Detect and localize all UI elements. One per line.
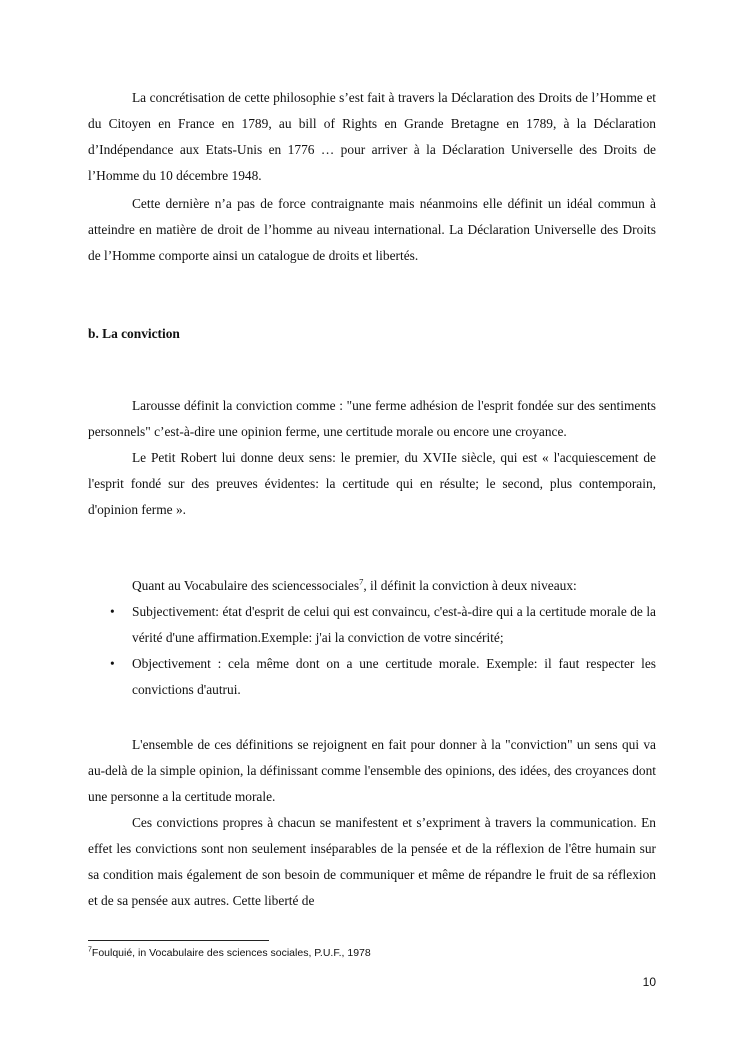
- paragraph-declaration-universelle: Cette dernière n’a pas de force contraignante mais néanmoins elle définit un idéal commun à atteindre en matière de droit de l’homme au niveau international. La Déclaration Universelle des Droits de l’Homme comporte ainsi un catalogue de droits et libertés.: [88, 196, 656, 263]
- paragraph-larousse: Larousse définit la conviction comme : "une ferme adhésion de l'esprit fondée sur des sentiments personnels" c’est-à-dire une opinion ferme, une certitude morale ou encore une croyance.: [88, 398, 656, 439]
- bullet-icon: •: [110, 656, 115, 671]
- body-text-block-4: [88, 732, 656, 914]
- list-item-text: Objectivement : cela même dont on a une certitude morale. Exemple: il faut respecter les convictions d'autrui.: [132, 656, 656, 697]
- vocabulaire-text-before: Quant au Vocabulaire des sciencessociales: [132, 578, 360, 593]
- section-heading: b. La conviction: [88, 326, 180, 341]
- bullet-icon: •: [110, 604, 115, 619]
- list-item: [110, 599, 656, 651]
- footnote-divider: [88, 940, 269, 941]
- paragraph-communication: Ces convictions propres à chacun se manifestent et s’expriment à travers la communication. En effet les convictions sont non seulement inséparables de la pensée et de la réflexion de l'être humain sur sa condition mais également de son besoin de communiquer et même de répandre le fruit de sa réflexion et de sa pensée aux autres. Cette liberté de: [88, 815, 656, 908]
- footnote-number: 7: [88, 946, 92, 954]
- list-item: [110, 651, 656, 703]
- paragraph-vocabulaire: [88, 573, 656, 599]
- footnote-reference: 7: [359, 576, 364, 587]
- list-item-text: Subjectivement: état d'esprit de celui qui est convaincu, c'est-à-dire qui a la certitude morale de la vérité d'une affirmation.Exemple: j'ai la conviction de votre sincérité;: [132, 604, 656, 645]
- body-text-block-1: [88, 85, 656, 269]
- vocabulaire-text-after: , il définit la conviction à deux niveaux:: [363, 578, 577, 593]
- paragraph-ensemble: L'ensemble de ces définitions se rejoignent en fait pour donner à la "conviction" un sens qui va au-delà de la simple opinion, la définissant comme l'ensemble des opinions, des idées, des croyances dont une personne a la certitude morale.: [88, 737, 656, 804]
- page-number: 10: [642, 975, 656, 989]
- footnote-text: Foulquié, in Vocabulaire des sciences sociales, P.U.F., 1978: [91, 947, 371, 959]
- definition-list: [88, 599, 656, 703]
- body-text-block-3: [88, 573, 656, 703]
- section-heading-block: [88, 321, 656, 347]
- body-text-block-2: [88, 393, 656, 523]
- footnote: [88, 946, 656, 960]
- paragraph-petit-robert: Le Petit Robert lui donne deux sens: le premier, du XVIIe siècle, qui est « l'acquiescement de l'esprit fondé sur des preuves évidentes: la certitude qui en résulte; le second, plus contemporain, d'opinion ferme ».: [88, 450, 656, 517]
- paragraph-declarations: La concrétisation de cette philosophie s’est fait à travers la Déclaration des Droits de l’Homme et du Citoyen en France en 1789, au bill of Rights en Grande Bretagne en 1789, à la Déclaration d’Indépendance aux Etats-Unis en 1776 … pour arriver à la Déclaration Universelle des Droits de l’Homme du 10 décembre 1948.: [88, 90, 656, 183]
